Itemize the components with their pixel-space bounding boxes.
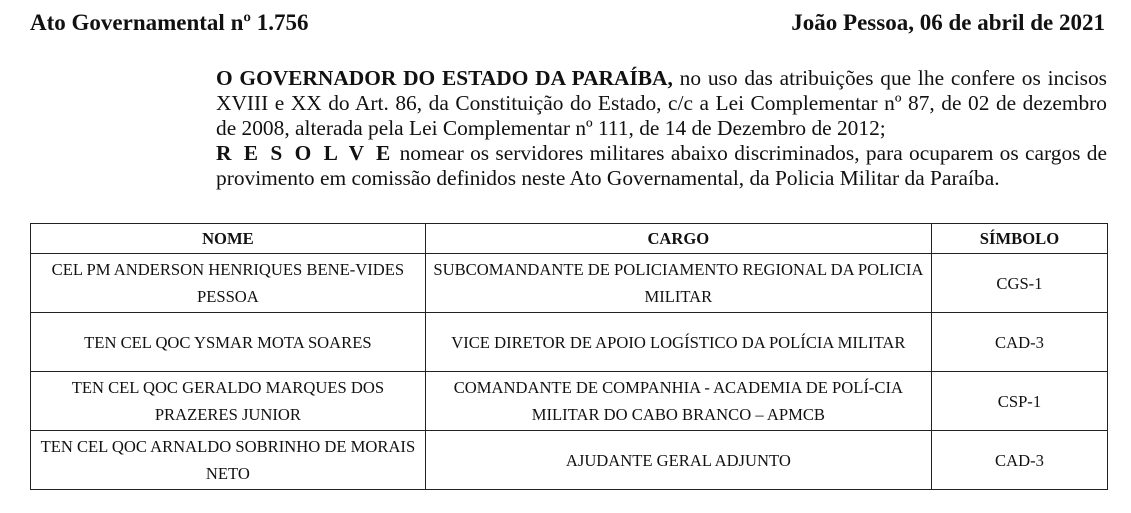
paragraph-preamble bbox=[30, 66, 1107, 141]
cell-cargo: AJUDANTE GERAL ADJUNTO bbox=[425, 431, 931, 490]
preamble-text: no uso das atribuições que lhe confere os incisos XVIII e XX do Art. 86, da Constituição do Estado, c/c a Lei Complementar nº 87, de 02 de dezembro de 2008, alterada pela Lei Complementar nº 111, de 14 de Dezembro de 2012; bbox=[216, 66, 1107, 140]
act-number: Ato Governamental nº 1.756 bbox=[30, 10, 309, 35]
cell-simbolo: CGS-1 bbox=[931, 254, 1107, 313]
place-date: João Pessoa, 06 de abril de 2021 bbox=[791, 10, 1105, 35]
governor-title: O GOVERNADOR DO ESTADO DA PARAÍBA, bbox=[216, 66, 673, 90]
cell-cargo: VICE DIRETOR DE APOIO LOGÍSTICO DA POLÍCIA MILITAR bbox=[425, 313, 931, 372]
cell-cargo: COMANDANTE DE COMPANHIA - ACADEMIA DE POLÍ-CIA MILITAR DO CABO BRANCO – APMCB bbox=[425, 372, 931, 431]
paragraph-resolve bbox=[30, 141, 1107, 191]
table-row bbox=[31, 254, 1108, 313]
body-text bbox=[30, 66, 1107, 191]
header-nome: NOME bbox=[31, 224, 426, 254]
cell-nome: TEN CEL QOC YSMAR MOTA SOARES bbox=[31, 313, 426, 372]
cell-simbolo: CAD-3 bbox=[931, 431, 1107, 490]
table-row bbox=[31, 372, 1108, 431]
document-header bbox=[30, 8, 1105, 38]
table-row bbox=[31, 313, 1108, 372]
header-cargo: CARGO bbox=[425, 224, 931, 254]
cell-nome: TEN CEL QOC GERALDO MARQUES DOS PRAZERES JUNIOR bbox=[31, 372, 426, 431]
cell-simbolo: CSP-1 bbox=[931, 372, 1107, 431]
cell-nome: CEL PM ANDERSON HENRIQUES BENE-VIDES PESSOA bbox=[31, 254, 426, 313]
resolve-keyword: R E S O L V E bbox=[216, 141, 394, 165]
table-row bbox=[31, 431, 1108, 490]
resolve-text: nomear os servidores militares abaixo discriminados, para ocuparem os cargos de provimento em comissão definidos neste Ato Governamental, da Policia Militar da Paraíba. bbox=[216, 141, 1107, 190]
header-simbolo: SÍMBOLO bbox=[931, 224, 1107, 254]
cell-simbolo: CAD-3 bbox=[931, 313, 1107, 372]
table-header-row bbox=[31, 224, 1108, 254]
cell-nome: TEN CEL QOC ARNALDO SOBRINHO DE MORAIS NETO bbox=[31, 431, 426, 490]
appointments-table bbox=[30, 223, 1108, 490]
cell-cargo: SUBCOMANDANTE DE POLICIAMENTO REGIONAL DA POLICIA MILITAR bbox=[425, 254, 931, 313]
